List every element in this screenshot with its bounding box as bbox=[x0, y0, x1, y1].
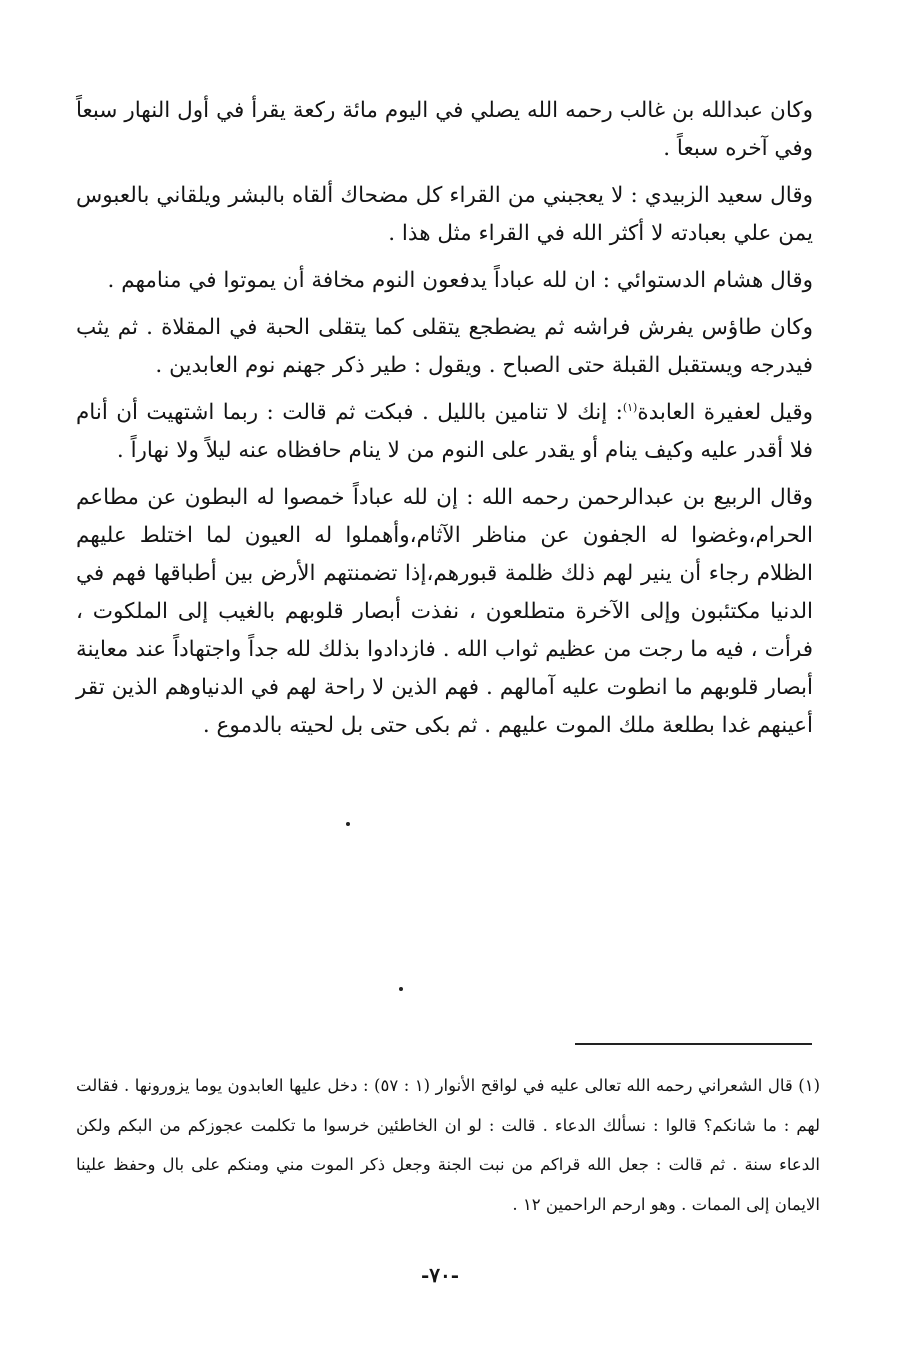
paragraph-saeed-al-zubaydi: وقال سعيد الزبيدي : لا يعجبني من القراء كل مضحاك ألقاه بالبشر ويلقاني بالعبوس يمن علي بعبادته لا أكثر الله في القراء مثل هذا . bbox=[76, 183, 813, 246]
paragraph-tawus: وكان طاؤس يفرش فراشه ثم يضطجع يتقلى كما يتقلى الحبة في المقلاة . ثم يثب فيدرجه ويستقبل القبلة حتى الصباح . ويقول : طير ذكر جهنم نوم العابدين . bbox=[76, 315, 813, 378]
afira-text-end: : إنك لا تنامين بالليل . فبكت ثم قالت : ربما اشتهيت أن أنام فلا أقدر عليه وكيف ينام أو يقدر على النوم من لا ينام حافظاه عنه ليلاً ولا نهاراً . bbox=[76, 400, 813, 463]
footnote-marker: (١) bbox=[622, 400, 638, 414]
ink-speck bbox=[346, 822, 350, 826]
page-number: -٧٠- bbox=[420, 1263, 460, 1287]
ink-speck bbox=[399, 987, 403, 991]
footnote: (١) قال الشعراني رحمه الله تعالى عليه في لواقح الأنوار (١ : ٥٧) : دخل عليها العابدون يوما يزورونها . فقالت لهم : ما شانكم؟ قالوا : نسألك الدعاء . قالت : لو ان الخاطئين خرسوا ما تكلمت عجوزكم من البكم ولكن الدعاء سنة . ثم قالت : جعل الله قراكم من نبت الجنة وجعل ذكر الموت مني ومنكم على بال وحفظ علينا الايمان إلى الممات . وهو ارحم الراحمين ١٢ . bbox=[76, 1076, 820, 1214]
footnote-separator bbox=[575, 1043, 812, 1045]
paragraph-al-rabi-ibn-abdulrahman: وقال الربيع بن عبدالرحمن رحمه الله : إن لله عباداً خمصوا له البطون عن مطاعم الحرام،وغضوا له الجفون عن مناظر الآثام،وأهملوا له العيون لما اختلط عليهم الظلام رجاء أن ينير لهم ذلك ظلمة قبورهم،إذا تضمنتهم الأرض بين أطباقها فهم في الدنيا مكتئبون وإلى الآخرة متطلعون ، نفذت أبصار قلوبهم بالغيب إلى الملكوت ، فرأت ، فيه ما رجت من عظيم ثواب الله . فازدادوا بذلك لله جداً واجتهاداً عند معاينة أبصار قلوبهم ما انطوت عليه آمالهم . فهم الذين لا راحة لهم في الدنياوهم الذين تقر أعينهم غدا بطلعة ملك الموت عليهم . ثم بكى حتى بل لحيته بالدموع . bbox=[76, 485, 813, 738]
paragraph-abdullah-ibn-ghalib: وكان عبدالله بن غالب رحمه الله يصلي في اليوم مائة ركعة يقرأ في أول النهار سبعاً وفي آخره سبعاً . bbox=[76, 98, 813, 161]
paragraph-afira-al-abida bbox=[76, 394, 813, 470]
main-text bbox=[76, 92, 813, 754]
afira-text-start: وقيل لعفيرة العابدة bbox=[637, 400, 813, 425]
paragraph-hisham-al-dastawai: وقال هشام الدستوائي : ان لله عباداً يدفعون النوم مخافة أن يموتوا في منامهم . bbox=[107, 268, 813, 293]
